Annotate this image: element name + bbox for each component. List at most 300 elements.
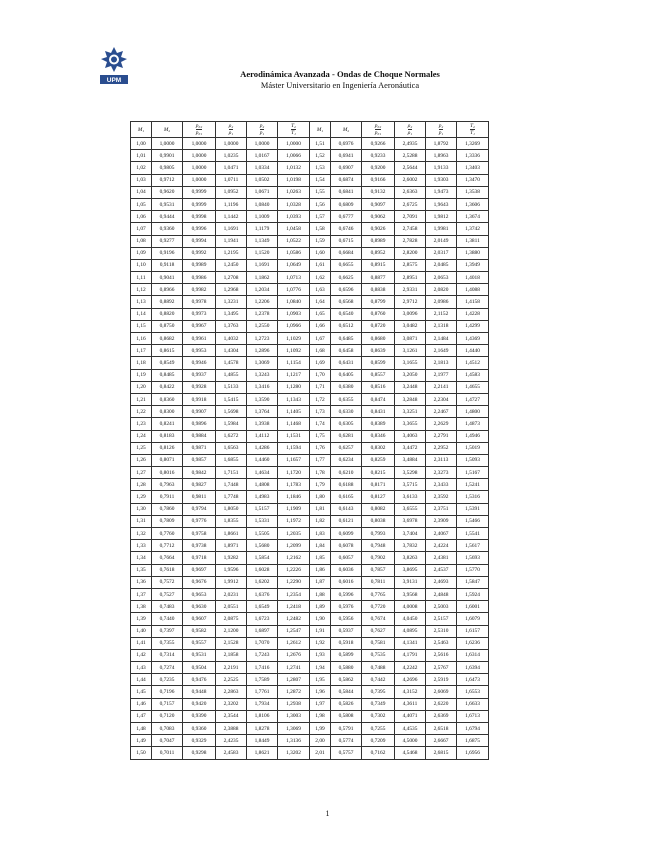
mach-cell: 1,14	[131, 308, 152, 320]
value-cell: 2,2629	[426, 418, 457, 430]
document-subtitle: Máster Universitario en Ingeniería Aeronáutica	[260, 81, 420, 90]
value-cell: 0,8838	[362, 284, 395, 296]
value-cell: 0,7527	[152, 588, 183, 600]
value-cell: 0,5808	[331, 710, 362, 722]
mach-cell: 1,65	[310, 308, 331, 320]
mach-cell: 1,50	[131, 747, 152, 759]
value-cell: 1,6394	[457, 662, 489, 674]
mach-cell: 1,27	[131, 467, 152, 479]
value-cell: 0,7274	[152, 662, 183, 674]
table-row	[131, 686, 489, 698]
mach-cell: 1,46	[131, 698, 152, 710]
value-cell: 0,7483	[152, 601, 183, 613]
value-cell: 1,2378	[247, 308, 278, 320]
value-cell: 1,2968	[216, 284, 247, 296]
value-cell: 0,5826	[331, 698, 362, 710]
value-cell: 0,7157	[152, 698, 183, 710]
value-cell: 0,9805	[152, 162, 183, 174]
value-cell: 1,5924	[457, 588, 489, 600]
table-row	[131, 284, 489, 296]
value-cell: 0,7911	[152, 491, 183, 503]
column-header	[152, 122, 183, 138]
value-cell: 0,7355	[152, 637, 183, 649]
value-cell: 0,8431	[362, 406, 395, 418]
value-cell: 2,3592	[426, 491, 457, 503]
value-cell: 0,7314	[152, 649, 183, 661]
value-cell: 0,9026	[362, 223, 395, 235]
value-cell: 2,4848	[426, 588, 457, 600]
value-cell: 0,9982	[183, 284, 216, 296]
value-cell: 0,8599	[362, 357, 395, 369]
value-cell: 1,0198	[278, 174, 310, 186]
table-row	[131, 333, 489, 345]
value-cell: 1,5505	[247, 528, 278, 540]
value-cell: 0,9233	[362, 150, 395, 162]
value-cell: 0,8360	[152, 393, 183, 405]
value-cell: 2,6220	[426, 698, 457, 710]
value-cell: 4,5468	[395, 747, 426, 759]
value-cell: 3,2050	[395, 369, 426, 381]
value-cell: 1,5133	[216, 381, 247, 393]
value-cell: 0,5757	[331, 747, 362, 759]
mach-cell: 1,25	[131, 442, 152, 454]
value-cell: 0,7488	[362, 662, 395, 674]
column-fraction	[408, 123, 412, 136]
value-cell: 1,9303	[426, 174, 457, 186]
mach-cell: 1,05	[131, 198, 152, 210]
value-cell: 0,7760	[152, 528, 183, 540]
mach-cell: 1,58	[310, 223, 331, 235]
value-cell: 1,7070	[247, 637, 278, 649]
value-cell: 1,3269	[457, 138, 489, 150]
mach-cell: 1,26	[131, 454, 152, 466]
value-cell: 0,6684	[331, 247, 362, 259]
table-row	[131, 698, 489, 710]
value-cell: 2,8200	[395, 247, 426, 259]
table-row	[131, 406, 489, 418]
value-cell: 1,9596	[216, 564, 247, 576]
value-cell: 1,5680	[247, 540, 278, 552]
value-cell: 0,6165	[331, 491, 362, 503]
value-cell: 0,9999	[183, 186, 216, 198]
mach-cell: 1,96	[310, 686, 331, 698]
value-cell: 0,7581	[362, 637, 395, 649]
table-row	[131, 528, 489, 540]
value-cell: 1,3243	[247, 369, 278, 381]
value-cell: 1,1531	[278, 430, 310, 442]
table-row	[131, 211, 489, 223]
table-row	[131, 393, 489, 405]
value-cell: 2,8951	[395, 272, 426, 284]
value-cell: 2,4224	[426, 540, 457, 552]
value-cell: 1,4873	[457, 418, 489, 430]
value-cell: 1,0000	[183, 138, 216, 150]
mach-cell: 1,33	[131, 540, 152, 552]
column-header	[310, 122, 331, 138]
value-cell: 0,6405	[331, 369, 362, 381]
value-cell: 1,1179	[247, 223, 278, 235]
value-cell: 0,7302	[362, 710, 395, 722]
table-row	[131, 479, 489, 491]
mach-cell: 1,57	[310, 211, 331, 223]
value-cell: 0,5844	[331, 686, 362, 698]
value-cell: 0,6907	[331, 162, 362, 174]
fraction-numerator: T₂	[470, 123, 475, 129]
value-cell: 3,6555	[395, 503, 426, 515]
value-cell: 1,3495	[216, 308, 247, 320]
value-cell: 1,3136	[278, 735, 310, 747]
value-cell: 4,2242	[395, 662, 426, 674]
value-cell: 1,1343	[278, 393, 310, 405]
table-row	[131, 576, 489, 588]
value-cell: 2,1977	[426, 369, 457, 381]
value-cell: 2,6069	[426, 686, 457, 698]
value-cell: 4,2696	[395, 674, 426, 686]
value-cell: 2,0149	[426, 235, 457, 247]
value-cell: 0,6057	[331, 552, 362, 564]
value-cell: 0,7440	[152, 613, 183, 625]
table-row	[131, 625, 489, 637]
mach-cell: 1,31	[131, 515, 152, 527]
value-cell: 2,7091	[395, 211, 426, 223]
mach-cell: 1,68	[310, 345, 331, 357]
mach-cell: 1,93	[310, 649, 331, 661]
value-cell: 1,4304	[216, 345, 247, 357]
value-cell: 0,7349	[362, 698, 395, 710]
value-cell: 0,9132	[362, 186, 395, 198]
value-cell: 2,0551	[216, 601, 247, 613]
value-cell: 1,1691	[216, 223, 247, 235]
value-cell: 0,9811	[183, 491, 216, 503]
mach-cell: 1,98	[310, 710, 331, 722]
fraction-denominator: p₁	[438, 130, 444, 136]
value-cell: 1,0586	[278, 247, 310, 259]
value-cell: 0,7196	[152, 686, 183, 698]
value-cell: 0,9697	[183, 564, 216, 576]
mach-cell: 1,40	[131, 625, 152, 637]
table-row	[131, 357, 489, 369]
value-cell: 0,8989	[362, 235, 395, 247]
shock-table-container	[130, 121, 489, 760]
value-cell: 1,2099	[278, 540, 310, 552]
value-cell: 0,6188	[331, 479, 362, 491]
value-cell: 0,9196	[152, 247, 183, 259]
value-cell: 1,8661	[216, 528, 247, 540]
value-cell: 4,1341	[395, 637, 426, 649]
value-cell: 1,2195	[216, 247, 247, 259]
value-cell: 1,6157	[457, 625, 489, 637]
value-cell: 1,2550	[247, 320, 278, 332]
value-cell: 1,5984	[216, 418, 247, 430]
value-cell: 0,9989	[183, 259, 216, 271]
value-cell: 1,2226	[278, 564, 310, 576]
value-cell: 0,8750	[152, 320, 183, 332]
value-cell: 3,4884	[395, 454, 426, 466]
mach-cell: 1,72	[310, 393, 331, 405]
column-label: M₂	[342, 126, 350, 133]
value-cell: 1,4512	[457, 357, 489, 369]
value-cell: 1,5847	[457, 576, 489, 588]
value-cell: 1,4808	[247, 479, 278, 491]
value-cell: 3,7404	[395, 528, 426, 540]
value-cell: 2,4067	[426, 528, 457, 540]
table-row	[131, 345, 489, 357]
mach-cell: 1,70	[310, 369, 331, 381]
value-cell: 1,1520	[247, 247, 278, 259]
value-cell: 0,5918	[331, 637, 362, 649]
value-cell: 1,3069	[278, 723, 310, 735]
value-cell: 3,4472	[395, 442, 426, 454]
mach-cell: 1,37	[131, 588, 152, 600]
value-cell: 1,6236	[457, 637, 489, 649]
value-cell: 0,9758	[183, 528, 216, 540]
value-cell: 0,8474	[362, 393, 395, 405]
value-cell: 0,8682	[152, 333, 183, 345]
value-cell: 4,3611	[395, 698, 426, 710]
value-cell: 1,9473	[426, 186, 457, 198]
table-row	[131, 235, 489, 247]
value-cell: 3,3251	[395, 406, 426, 418]
value-cell: 0,8302	[362, 442, 395, 454]
value-cell: 2,3273	[426, 467, 457, 479]
mach-cell: 1,12	[131, 284, 152, 296]
mach-cell: 1,87	[310, 576, 331, 588]
value-cell: 1,6202	[247, 576, 278, 588]
value-cell: 0,8639	[362, 345, 395, 357]
value-cell: 1,2034	[247, 284, 278, 296]
value-cell: 2,0875	[216, 613, 247, 625]
value-cell: 2,3888	[216, 723, 247, 735]
value-cell: 1,0502	[247, 174, 278, 186]
mach-cell: 1,15	[131, 320, 152, 332]
value-cell: 1,3003	[278, 710, 310, 722]
value-cell: 0,9901	[152, 150, 183, 162]
mach-cell: 1,41	[131, 637, 152, 649]
value-cell: 1,6713	[457, 710, 489, 722]
value-cell: 1,5854	[247, 552, 278, 564]
column-header	[183, 122, 216, 138]
value-cell: 2,1858	[216, 649, 247, 661]
value-cell: 1,6473	[457, 674, 489, 686]
mach-cell: 1,47	[131, 710, 152, 722]
table-row	[131, 296, 489, 308]
value-cell: 1,7416	[247, 662, 278, 674]
value-cell: 0,5937	[331, 625, 362, 637]
value-cell: 1,5391	[457, 503, 489, 515]
value-cell: 0,6568	[331, 296, 362, 308]
value-cell: 0,9200	[362, 162, 395, 174]
mach-cell: 1,32	[131, 528, 152, 540]
value-cell: 1,6314	[457, 649, 489, 661]
value-cell: 0,7395	[362, 686, 395, 698]
value-cell: 0,6458	[331, 345, 362, 357]
table-row	[131, 430, 489, 442]
value-cell: 1,4583	[457, 369, 489, 381]
value-cell: 1,3763	[216, 320, 247, 332]
table-row	[131, 174, 489, 186]
value-cell: 2,2141	[426, 381, 457, 393]
mach-cell: 1,07	[131, 223, 152, 235]
value-cell: 0,9928	[183, 381, 216, 393]
value-cell: 0,7535	[362, 649, 395, 661]
value-cell: 1,5770	[457, 564, 489, 576]
mach-cell: 1,06	[131, 211, 152, 223]
value-cell: 2,2525	[216, 674, 247, 686]
value-cell: 4,3152	[395, 686, 426, 698]
value-cell: 2,5003	[426, 601, 457, 613]
value-cell: 0,7963	[152, 479, 183, 491]
value-cell: 1,1862	[247, 272, 278, 284]
logo-text: UPM	[106, 77, 122, 84]
table-row	[131, 259, 489, 271]
mach-cell: 1,09	[131, 247, 152, 259]
value-cell: 1,1941	[216, 235, 247, 247]
mach-cell: 1,62	[310, 272, 331, 284]
value-cell: 1,1092	[278, 345, 310, 357]
value-cell: 3,9568	[395, 588, 426, 600]
value-cell: 0,9896	[183, 418, 216, 430]
value-cell: 0,8241	[152, 418, 183, 430]
value-cell: 0,9953	[183, 345, 216, 357]
value-cell: 0,8082	[362, 503, 395, 515]
column-label: M₁	[137, 126, 145, 133]
value-cell: 0,6512	[331, 320, 362, 332]
value-cell: 0,7860	[152, 503, 183, 515]
mach-cell: 1,69	[310, 357, 331, 369]
value-cell: 2,3202	[216, 698, 247, 710]
value-cell: 0,5774	[331, 735, 362, 747]
value-cell: 0,8300	[152, 406, 183, 418]
fraction-denominator: ρ₁	[228, 130, 234, 136]
value-cell: 1,8355	[216, 515, 247, 527]
mach-cell: 1,49	[131, 735, 152, 747]
value-cell: 1,3949	[457, 259, 489, 271]
value-cell: 1,1442	[216, 211, 247, 223]
value-cell: 1,5541	[457, 528, 489, 540]
column-header	[131, 122, 152, 138]
column-header	[395, 122, 426, 138]
value-cell: 2,1484	[426, 333, 457, 345]
value-cell: 2,6518	[426, 723, 457, 735]
value-cell: 0,6715	[331, 235, 362, 247]
value-cell: 0,7674	[362, 613, 395, 625]
value-cell: 0,7857	[362, 564, 395, 576]
value-cell: 2,2952	[426, 442, 457, 454]
value-cell: 0,9266	[362, 138, 395, 150]
value-cell: 1,5093	[457, 454, 489, 466]
value-cell: 1,2290	[278, 576, 310, 588]
fraction-numerator: ρ₂	[228, 123, 234, 129]
value-cell: 0,7011	[152, 747, 183, 759]
value-cell: 0,8215	[362, 467, 395, 479]
table-row	[131, 162, 489, 174]
value-cell: 1,6028	[247, 564, 278, 576]
value-cell: 0,8126	[152, 442, 183, 454]
value-cell: 2,2304	[426, 393, 457, 405]
mach-cell: 1,45	[131, 686, 152, 698]
table-row	[131, 308, 489, 320]
mach-cell: 1,64	[310, 296, 331, 308]
value-cell: 2,0653	[426, 272, 457, 284]
value-cell: 1,1009	[247, 211, 278, 223]
value-cell: 1,2872	[278, 686, 310, 698]
value-cell: 0,8038	[362, 515, 395, 527]
mach-cell: 1,18	[131, 357, 152, 369]
value-cell: 0,6941	[331, 150, 362, 162]
value-cell: 0,9504	[183, 662, 216, 674]
value-cell: 1,3938	[247, 418, 278, 430]
value-cell: 1,3336	[457, 150, 489, 162]
mach-cell: 1,43	[131, 662, 152, 674]
column-header	[331, 122, 362, 138]
value-cell: 1,0328	[278, 198, 310, 210]
mach-cell: 1,44	[131, 674, 152, 686]
value-cell: 0,8799	[362, 296, 395, 308]
value-cell: 0,6777	[331, 211, 362, 223]
mach-cell: 1,35	[131, 564, 152, 576]
value-cell: 1,4655	[457, 381, 489, 393]
value-cell: 1,0235	[216, 150, 247, 162]
value-cell: 1,1217	[278, 369, 310, 381]
value-cell: 1,0952	[216, 186, 247, 198]
value-cell: 0,6036	[331, 564, 362, 576]
value-cell: 0,9390	[183, 710, 216, 722]
value-cell: 0,5880	[331, 662, 362, 674]
value-cell: 4,0895	[395, 625, 426, 637]
value-cell: 0,9973	[183, 308, 216, 320]
value-cell: 1,8050	[216, 503, 247, 515]
fraction-numerator: T₂	[291, 123, 296, 129]
value-cell: 1,7761	[247, 686, 278, 698]
value-cell: 1,4460	[247, 454, 278, 466]
normal-shock-table	[130, 121, 489, 760]
value-cell: 3,4063	[395, 430, 426, 442]
value-cell: 0,9097	[362, 198, 395, 210]
value-cell: 1,3470	[457, 174, 489, 186]
mach-cell: 1,81	[310, 503, 331, 515]
value-cell: 0,9557	[183, 637, 216, 649]
value-cell: 2,6725	[395, 198, 426, 210]
value-cell: 2,9331	[395, 284, 426, 296]
value-cell: 1,2354	[278, 588, 310, 600]
value-cell: 1,1280	[278, 381, 310, 393]
value-cell: 0,9999	[183, 198, 216, 210]
university-logo	[97, 44, 131, 86]
table-row	[131, 515, 489, 527]
value-cell: 3,0871	[395, 333, 426, 345]
value-cell: 1,0000	[183, 174, 216, 186]
mach-cell: 1,77	[310, 454, 331, 466]
mach-cell: 1,10	[131, 259, 152, 271]
mach-cell: 1,34	[131, 552, 152, 564]
column-fraction	[470, 123, 475, 136]
value-cell: 1,5157	[247, 503, 278, 515]
value-cell: 1,0713	[278, 272, 310, 284]
value-cell: 0,9842	[183, 467, 216, 479]
value-cell: 0,5791	[331, 723, 362, 735]
value-cell: 1,6079	[457, 613, 489, 625]
value-cell: 1,3069	[247, 357, 278, 369]
value-cell: 1,5698	[216, 406, 247, 418]
mach-cell: 1,88	[310, 588, 331, 600]
value-cell: 1,3538	[457, 186, 489, 198]
value-cell: 1,6723	[247, 613, 278, 625]
mach-cell: 1,28	[131, 479, 152, 491]
table-row	[131, 540, 489, 552]
value-cell: 1,0711	[216, 174, 247, 186]
value-cell: 2,6363	[395, 186, 426, 198]
column-header	[457, 122, 489, 138]
